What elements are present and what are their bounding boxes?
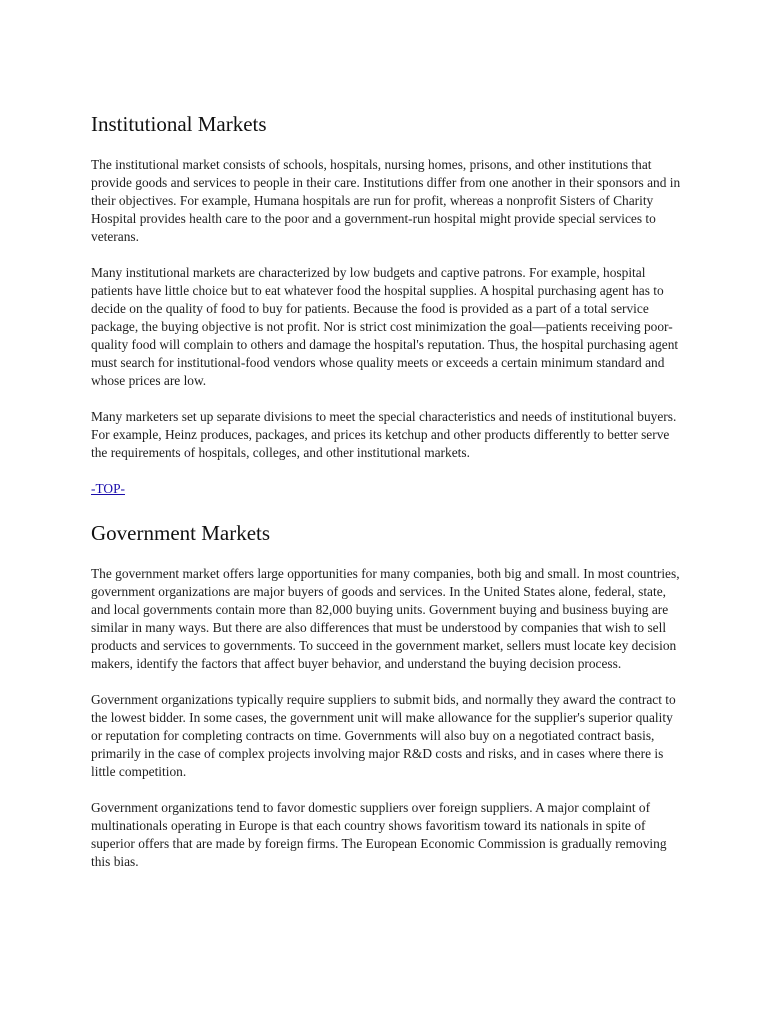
institutional-paragraph-1: The institutional market consists of schools, hospitals, nursing homes, prisons, and other institutions that provide goods and services to people in their care. Institutions differ from one another in their sponsors and in their objectives. For example, Humana hospitals are run for profit, whereas a nonprofit Sisters of Charity Hospital provides health care to the poor and a government-run hospital might provide special services to veterans. [91, 157, 681, 244]
institutional-paragraph-2: Many institutional markets are characterized by low budgets and captive patrons. For example, hospital patients have little choice but to eat whatever food the hospital supplies. A hospital purchasing agent has to decide on the quality of food to buy for patients. Because the food is provided as a part of a total service package, the buying objective is not profit. Nor is strict cost minimization the goal—patients receiving poor-quality food will complain to others and damage the hospital's reputation. Thus, the hospital purchasing agent must search for institutional-food vendors whose quality meets or exceeds a certain minimum standard and whose prices are low. [91, 265, 679, 388]
government-paragraph-1: The government market offers large opportunities for many companies, both big and small. In most countries, government organizations are major buyers of goods and services. In the United States alone, federal, state, and local governments contain more than 82,000 buying units. Government buying and business buying are similar in many ways. But there are also differences that must be understood by companies that wish to sell products and services to governments. To succeed in the government market, sellers must locate key decision makers, identify the factors that affect buyer behavior, and understand the buying decision process. [91, 566, 680, 671]
institutional-markets-heading: Institutional Markets [91, 112, 267, 136]
document-page [91, 110, 681, 871]
top-link[interactable]: -TOP- [91, 481, 125, 496]
government-paragraph-3: Government organizations tend to favor domestic suppliers over foreign suppliers. A major complaint of multinationals operating in Europe is that each country shows favoritism toward its nationals in spite of superior offers that are made by foreign firms. The European Economic Commission is gradually removing this bias. [91, 800, 667, 869]
government-markets-heading: Government Markets [91, 521, 271, 545]
government-paragraph-2: Government organizations typically require suppliers to submit bids, and normally they award the contract to the lowest bidder. In some cases, the government unit will make allowance for the supplier's superior quality or reputation for completing contracts on time. Governments will also buy on a negotiated contract basis, primarily in the case of complex projects involving major R&D costs and risks, and in cases where there is little competition. [91, 692, 676, 779]
institutional-paragraph-3: Many marketers set up separate divisions to meet the special characteristics and needs of institutional buyers. For example, Heinz produces, packages, and prices its ketchup and other products differently to better serve the requirements of hospitals, colleges, and other institutional markets. [91, 409, 677, 460]
